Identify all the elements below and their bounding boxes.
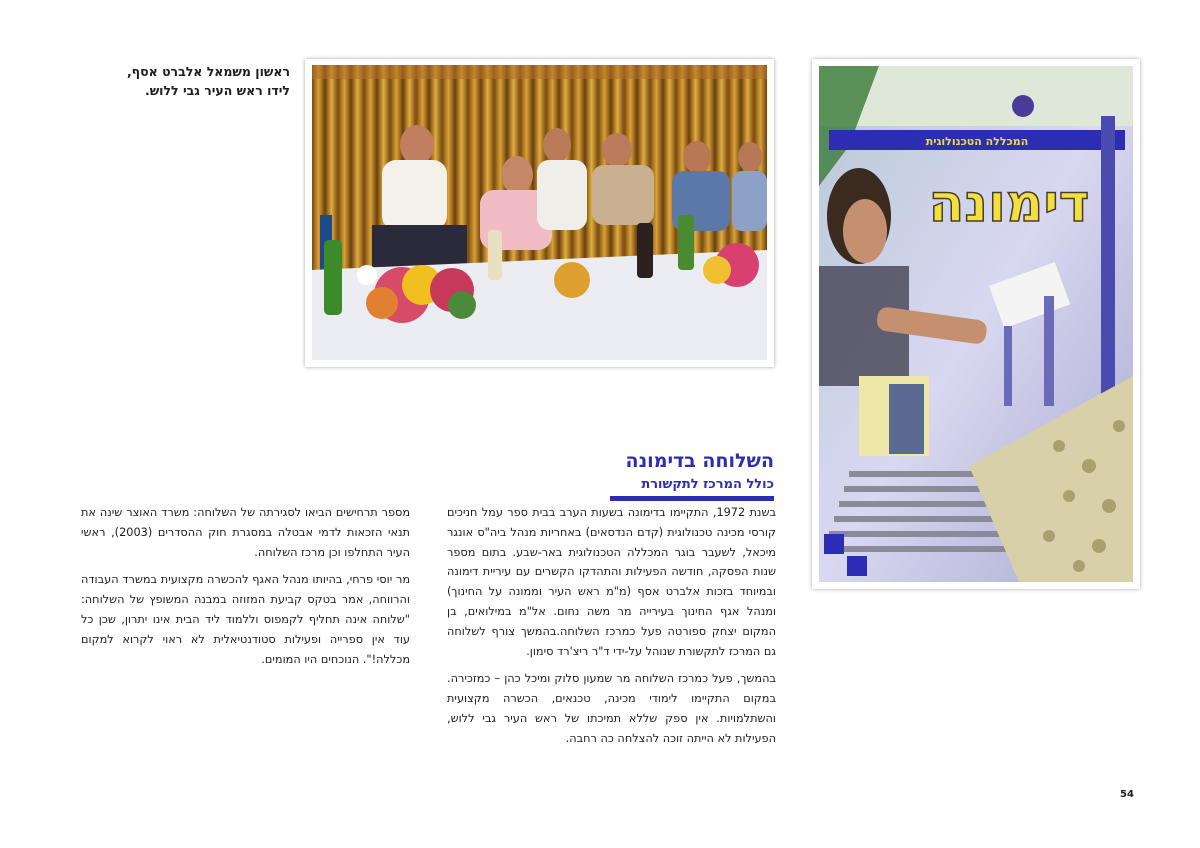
photo-caption [90, 62, 290, 100]
book-cover-frame [812, 59, 1140, 589]
section-heading [574, 449, 774, 501]
paragraph: בהמשך, פעל כמרכז השלוחה מר שמעון סלוק ומיכל כהן – כמזכירה. במקום התקיימו לימודי מכינה, טכנאים, הכשרה מקצועית והשתלמויות. אין ספק שללא תמיכתו של ראש העיר גבי ללוש, הפעילות לא הייתה זוכה להצלחה כה רחבה. [447, 672, 776, 745]
group-photo-icon [312, 65, 767, 360]
paragraph: מר יוסי פרחי, בהיותו מנהל האגף להכשרה מקצועית במשרד העבודה והרווחה, אמר בטקס קביעת המזוזה במבנה המשופץ של השלוחה: "שלוחה אינה תחליף לקמפוס וללמוד ליד הבית אינו יתרון, שכן כל עוד אין ספרייה ופעילות סטודנטיאלית לא ראוי לקרוא למקום מכללה!". הנוכחים היו המומים. [81, 573, 410, 666]
group-photo-frame [305, 59, 774, 367]
caption-line-1: ראשון משמאל אלברט אסף, [126, 64, 290, 79]
text-column-left [81, 503, 410, 677]
caption-line-2: לידו ראש העיר גבי ללוש. [144, 83, 290, 98]
cover-title: דימונה [928, 174, 1090, 234]
cover-banner: המכללה הטכנולוגית [925, 135, 1029, 148]
paragraph: בשנת 1972, התקיימו בדימונה בשעות הערב בבית ספר עמל חניכים קורסי מכינה טכנולוגית (קדם הנדסאים) באחריות מנהל ביה"ס אונגר מיכאל, לשעבר בוגר המכללה הטכנולוגית באר-שבע. בתום מספר שנות הפסקה, חודשה הפעילות והתהדקו הקשרים עם עיריית דימונה ובמיוחד בזכות אלברט אסף (מ"מ ראש העיר וממונה על החינוך) ומנהל אגף החינוך בעירייה מר משה נחום. אל"מ במילואים, בן המקום יצחק ספורטה פעל כמרכז השלוחה.בהמשך צורף לשלוחה גם המרכז לתקשורת שנוהל על-ידי ד"ר ריצ'רד סימון. [447, 506, 776, 658]
text-column-right [447, 503, 776, 757]
book-cover-icon [819, 66, 1133, 582]
paragraph: מספר תרחישים הביאו לסגירתה של השלוחה: משרד האוצר שינה את תנאי הזכאות לדמי אבטלה במסגרת חוק ההסדרים (2003), ראשי העיר התחלפו וכן מרכז השלוחה. [81, 506, 410, 559]
section-subtitle: כולל המרכז לתקשורת [610, 476, 774, 501]
section-title: השלוחה בדימונה [625, 450, 774, 472]
page-number: 54 [1120, 789, 1134, 800]
